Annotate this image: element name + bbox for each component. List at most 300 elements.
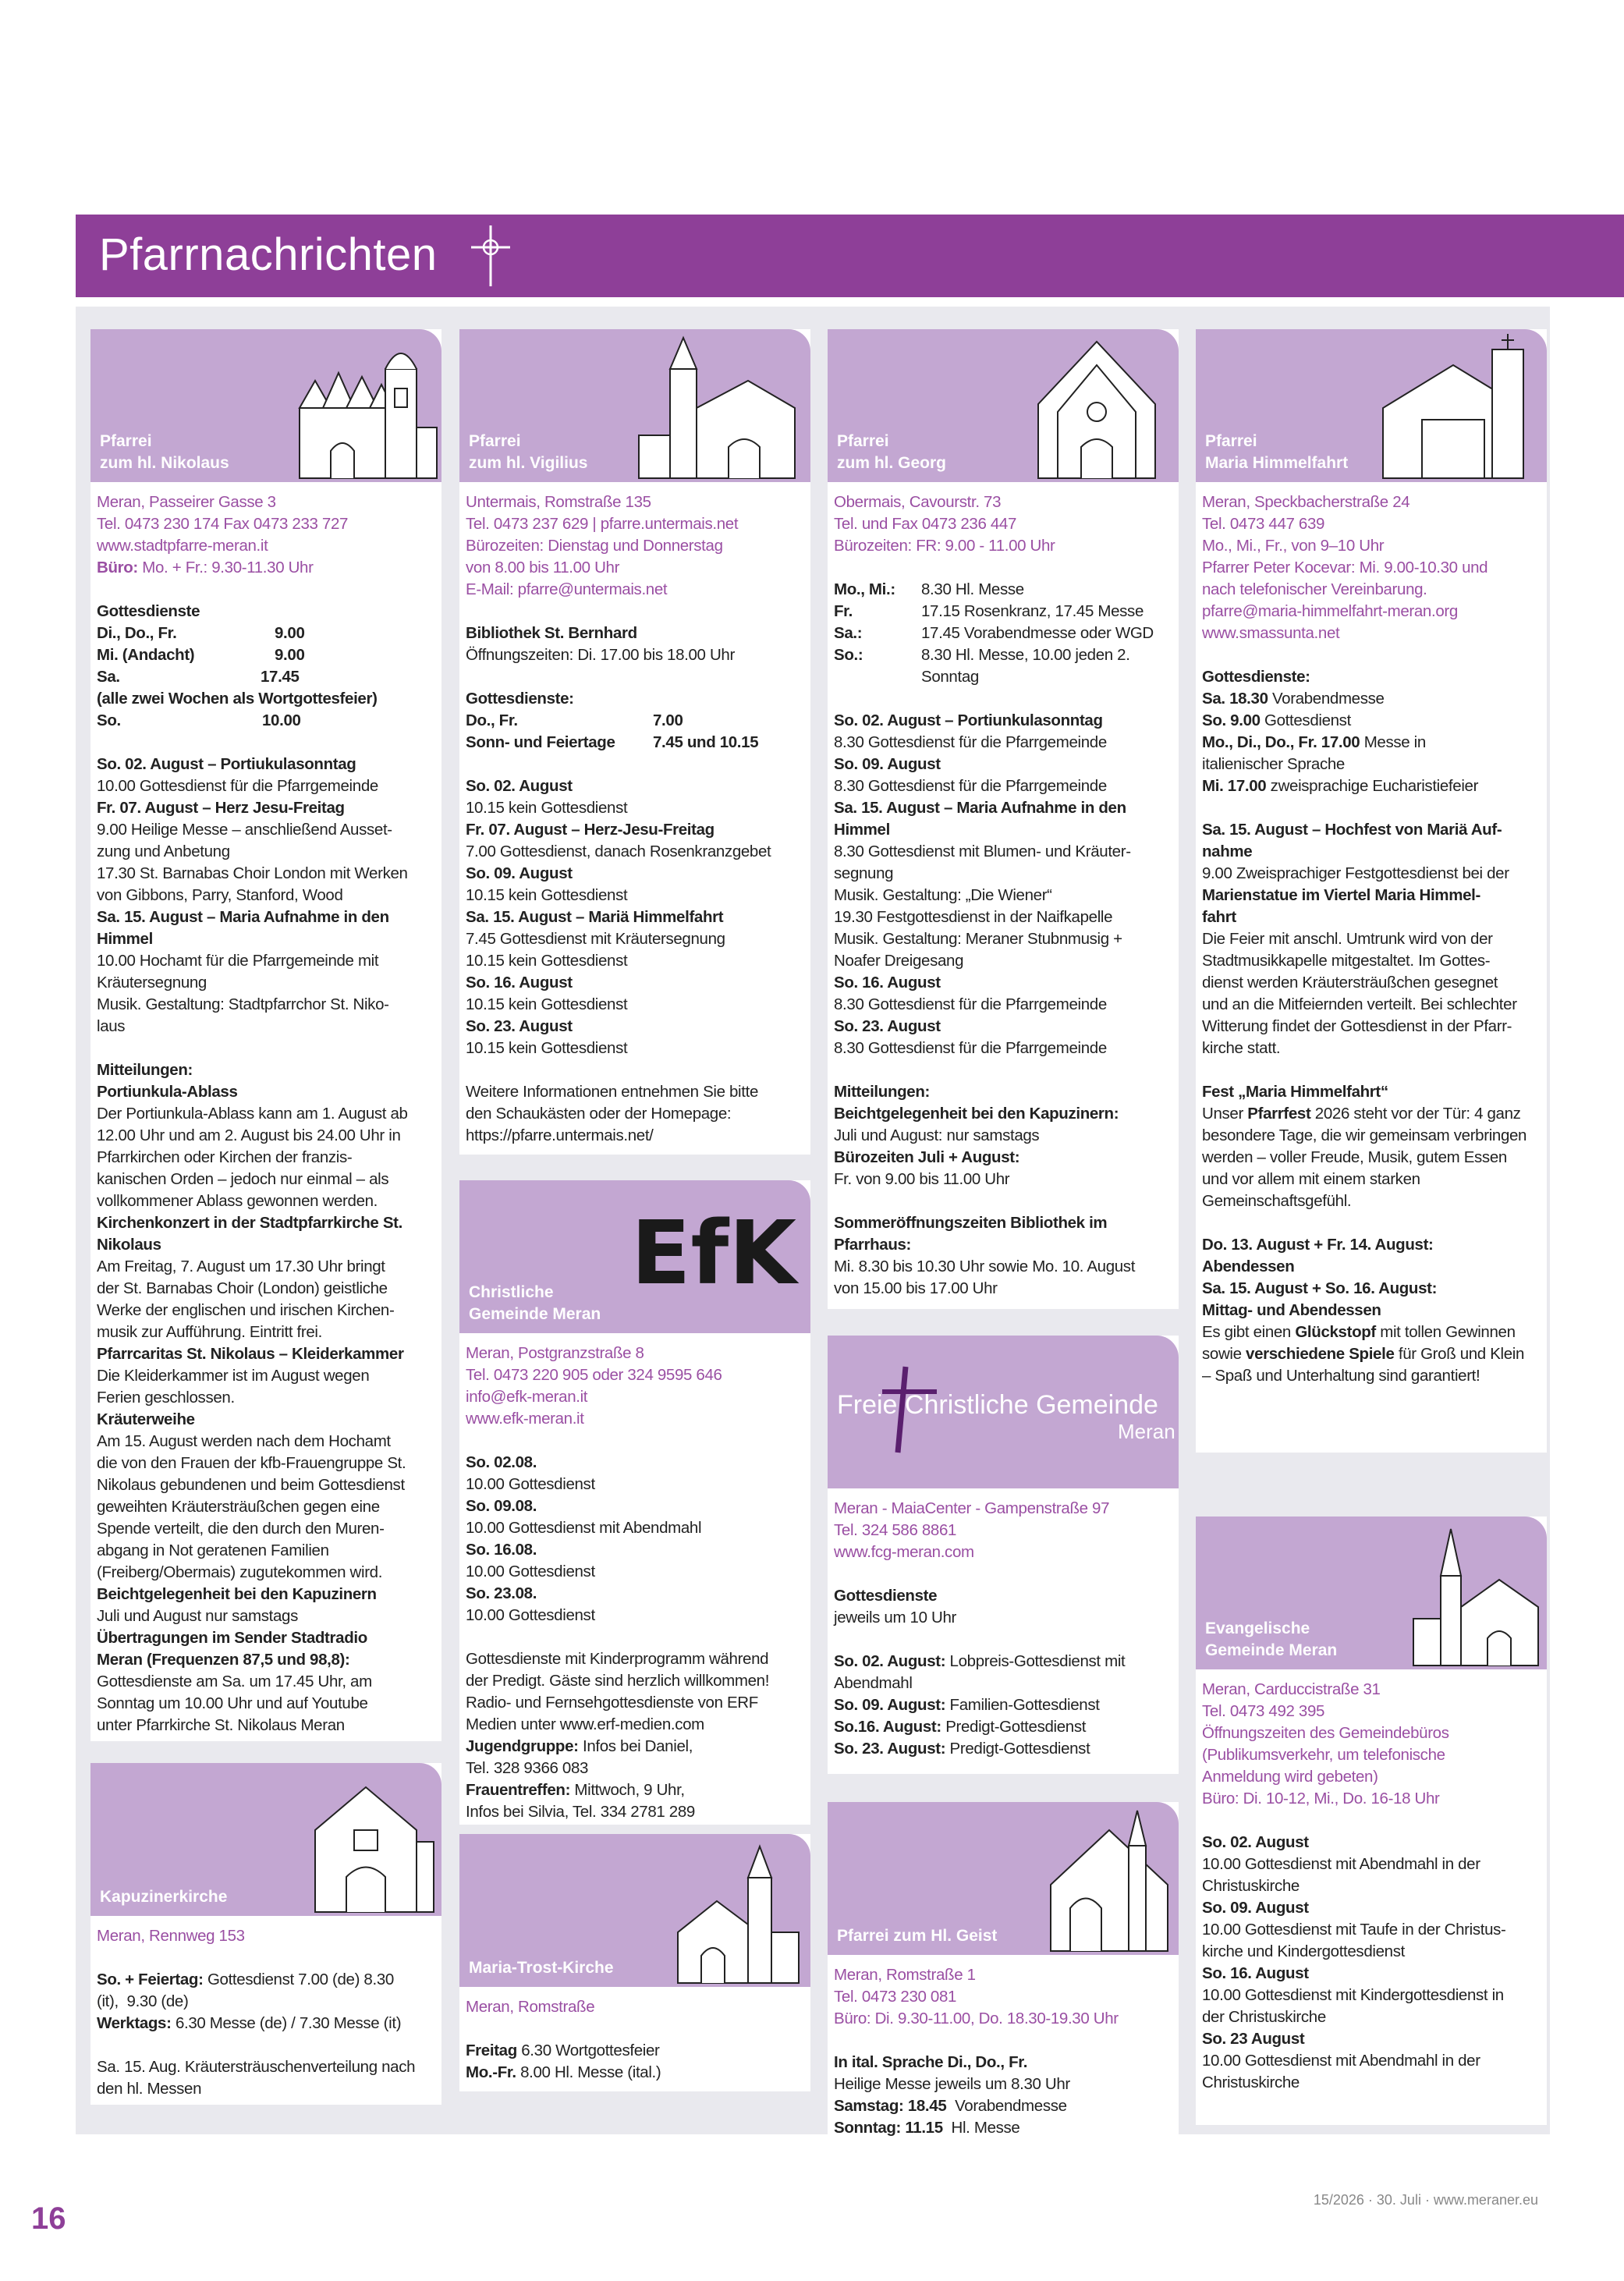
contact-info <box>1202 1679 1541 1810</box>
text-line <box>97 885 435 906</box>
text: Musik. Gestaltung: Meraner Stubnmusig + <box>834 930 1122 948</box>
text-line <box>466 1016 804 1038</box>
card-body <box>828 1488 1179 1760</box>
text: Gottesdienst 7.00 (de) 8.30 <box>203 1971 394 1988</box>
text: https://pfarre.untermais.net/ <box>466 1126 654 1144</box>
column-1 <box>90 329 441 2105</box>
text: 7.00 Gottesdienst, danach Rosenkranzgebet <box>466 843 771 860</box>
bold-label: Werktags: <box>97 2014 172 2032</box>
text: 10.15 kein Gottesdienst <box>466 995 628 1013</box>
text: Am 15. August werden nach dem Hochamt <box>97 1432 391 1450</box>
text: Vorabendmesse <box>1268 690 1385 708</box>
text-line <box>97 1343 435 1365</box>
text-line <box>97 1605 435 1627</box>
text-line <box>834 1738 1172 1760</box>
text: 10.00 Gottesdienst mit Abendmahl <box>466 1519 702 1537</box>
service-time: 9.00 <box>275 624 305 642</box>
office-hours: Bürozeiten: FR: 9.00 - 11.00 Uhr <box>834 537 1055 555</box>
text-line <box>97 775 435 797</box>
service-row <box>97 644 435 666</box>
card-body <box>90 1916 441 2100</box>
text: 10.00 Gottesdienst <box>466 1475 595 1493</box>
text: Mittwoch, 9 Uhr, <box>570 1781 685 1799</box>
text-line <box>466 2062 804 2084</box>
text: Witterung findet der Gottesdienst in der Pfarr- <box>1202 1017 1512 1035</box>
text: 10.15 kein Gottesdienst <box>466 952 628 970</box>
text-line <box>1202 1147 1541 1169</box>
bold-text: Beichtgelegenheit bei den Kapuzinern <box>97 1585 377 1603</box>
bold-label: nahme <box>1202 843 1253 860</box>
text: Christuskirche <box>1202 1877 1300 1895</box>
services-list <box>97 1969 435 2100</box>
text: Infos bei Daniel, <box>578 1737 693 1755</box>
text-line <box>466 1125 804 1147</box>
card-title <box>100 431 303 474</box>
text-line <box>97 754 435 775</box>
bold-text: Sa. 15. August – Maria Aufnahme in den <box>97 908 389 926</box>
text-line <box>1202 1038 1541 1059</box>
text-line <box>1202 1985 1541 2006</box>
column-2 <box>459 329 810 2091</box>
text: unter Pfarrkirche St. Nikolaus Meran <box>97 1716 345 1734</box>
text-line <box>1202 1234 1541 1256</box>
text: geweihten Kräutersträußchen gegen eine <box>97 1498 380 1516</box>
spacer <box>834 688 1172 710</box>
text-line <box>97 1627 435 1649</box>
card-pfarrei-maria-himmelfahrt <box>1196 329 1547 1453</box>
text: Musik. Gestaltung: „Die Wiener“ <box>834 886 1052 904</box>
text: Stadtmusikkapelle mitgestaltet. Im Gottes- <box>1202 952 1491 970</box>
pastor-info-note: nach telefonischer Vereinbarung. <box>1202 580 1427 598</box>
text-line <box>834 2052 1172 2073</box>
text-line <box>466 841 804 863</box>
card-kapuzinerkirche <box>90 1763 441 2105</box>
service-row <box>97 666 435 688</box>
website-link[interactable]: www.fcg-meran.com <box>834 1543 974 1561</box>
text: Ferien geschlossen. <box>97 1389 235 1407</box>
contact-info <box>466 1343 804 1430</box>
text: besondere Tage, die wir gemeinsam verbringen <box>1202 1126 1527 1144</box>
card-body <box>459 1333 810 1823</box>
phone: Tel. 0473 447 639 <box>1202 515 1325 533</box>
card-body <box>828 1955 1179 2139</box>
contact-info <box>466 1996 804 2018</box>
office-hours-note-2: Anmeldung wird gebeten) <box>1202 1768 1378 1786</box>
schedule-value: 8.30 Hl. Messe, 10.00 jeden 2. <box>921 646 1130 664</box>
text-line <box>466 1605 804 1626</box>
text: 8.30 Gottesdienst für die Pfarrgemeinde <box>834 1039 1107 1057</box>
efk-logo-text: EfK <box>631 1203 797 1304</box>
card-title-line-2: Gemeinde Meran <box>1205 1641 1338 1659</box>
text-line <box>834 1212 1172 1234</box>
spacer <box>1202 1810 1541 1832</box>
text-line <box>97 1365 435 1387</box>
office-hours-title: Öffnungszeiten des Gemeindebüros <box>1202 1724 1449 1742</box>
bold-label: So. 23. August: <box>834 1740 946 1758</box>
text-line <box>466 1583 804 1605</box>
text-line <box>97 1147 435 1169</box>
text-line <box>834 1673 1172 1694</box>
text-line <box>1202 950 1541 972</box>
text-line <box>97 1234 435 1256</box>
text: 10.00 Gottesdienst mit Abendmahl in der <box>1202 2052 1480 2070</box>
text-line <box>1202 1963 1541 1985</box>
text-line <box>97 1991 435 2013</box>
text-line <box>97 928 435 950</box>
text: Fr. von 9.00 bis 11.00 Uhr <box>834 1170 1010 1188</box>
text: Predigt-Gottesdienst <box>941 1718 1087 1736</box>
card-body <box>90 482 441 1736</box>
card-title-line-2: zum hl. Nikolaus <box>100 454 229 472</box>
office-hours <box>97 557 435 579</box>
text-line <box>466 1038 804 1059</box>
text-line <box>834 1716 1172 1738</box>
address: Meran, Romstraße <box>466 1998 595 2016</box>
text-line <box>834 1016 1172 1038</box>
text-line <box>466 994 804 1016</box>
schedule-day: Fr. <box>834 602 853 620</box>
text-line <box>466 1517 804 1539</box>
text-line <box>97 1190 435 1212</box>
text-line <box>834 797 1172 819</box>
card-title <box>837 431 1040 474</box>
text: mit tollen Gewinnen <box>1375 1323 1516 1341</box>
text-line <box>834 1147 1172 1169</box>
bold-label: fahrt <box>1202 908 1236 926</box>
services-list <box>1202 644 1541 1387</box>
address: Meran - MaiaCenter - Gampenstraße 97 <box>834 1499 1110 1517</box>
card-title-line-1: Pfarrei <box>469 432 521 450</box>
text-line <box>466 688 804 710</box>
bold-label: Sa. 15. August + So. 16. August: <box>1202 1279 1438 1297</box>
text: jeweils um 10 Uhr <box>834 1609 956 1626</box>
spacer <box>834 1629 1172 1651</box>
text: die von den Frauen der kfb-Frauengruppe St. <box>97 1454 406 1472</box>
email-link[interactable]: E-Mail: pfarre@untermais.net <box>466 580 668 598</box>
website-link[interactable]: www.stadtpfarre-meran.it <box>97 537 268 555</box>
text-line <box>466 819 804 841</box>
text-line <box>1202 994 1541 1016</box>
bold-label: Bürozeiten Juli + August: <box>834 1148 1020 1166</box>
text-line <box>834 1038 1172 1059</box>
bold-label: So. 09. August <box>1202 1899 1309 1917</box>
card-header <box>828 329 1179 482</box>
text: vollkommener Ablass gewonnen werden. <box>97 1192 378 1210</box>
card-title <box>469 1957 672 1979</box>
text-line <box>1202 1125 1541 1147</box>
text-line <box>466 1648 804 1670</box>
card-title-line-1: Christliche <box>469 1283 554 1301</box>
bold-label: So.16. August: <box>834 1718 941 1736</box>
time-value: 7.45 und 10.15 <box>653 733 759 751</box>
text-line <box>834 1607 1172 1629</box>
text-line <box>97 1059 435 1081</box>
service-day: Mi. (Andacht) <box>97 646 195 664</box>
bold-label: Sommeröffnungszeiten Bibliothek im <box>834 1214 1108 1232</box>
email-link[interactable]: pfarre@maria-himmelfahrt-meran.org <box>1202 602 1458 620</box>
bold-label: So. 02. August <box>1202 1833 1309 1851</box>
text-line <box>1202 972 1541 994</box>
text-line <box>466 972 804 994</box>
service-day: Sa. <box>97 668 120 686</box>
card-header <box>828 1336 1179 1488</box>
website-link[interactable]: www.smassunta.net <box>1202 624 1340 642</box>
page-footer: 15/2026 · 30. Juli · www.meraner.eu <box>1313 2192 1538 2208</box>
services-list <box>466 601 804 1147</box>
bold-label: Sa. 15. August – Hochfest von Mariä Auf- <box>1202 821 1502 839</box>
service-time: 9.00 <box>275 646 305 664</box>
spacer <box>834 2030 1172 2052</box>
card-body <box>1196 482 1547 1387</box>
phone: Tel. 0473 230 081 <box>834 1988 957 2006</box>
schedule-value: Sonntag <box>921 668 979 686</box>
text: dienst werden Kräutersträußchen gesegnet <box>1202 974 1498 992</box>
schedule-row <box>834 623 1172 644</box>
text-line <box>1202 2028 1541 2050</box>
column-4 <box>1196 329 1547 2125</box>
text: (it), 9.30 (de) <box>97 1992 189 2010</box>
services-list <box>466 2018 804 2084</box>
email-link[interactable]: info@efk-meran.it <box>466 1388 588 1406</box>
bold-label: So. 02.08. <box>466 1453 537 1471</box>
text: 10.00 Gottesdienst für die Pfarrgemeinde <box>97 777 378 795</box>
bold-label: So. 09. August <box>466 864 573 882</box>
phone: Tel. 0473 230 174 Fax 0473 233 727 <box>97 515 349 533</box>
text: Am Freitag, 7. August um 17.30 Uhr bringt <box>97 1258 385 1275</box>
text-line <box>1202 1897 1541 1919</box>
text-line <box>834 1234 1172 1256</box>
spacer <box>1202 797 1541 819</box>
church-nikolaus-illustration <box>292 334 441 482</box>
text: Die Kleiderkammer ist im August wegen <box>97 1367 370 1385</box>
card-evangelische-gemeinde <box>1196 1517 1547 2125</box>
text: Mi. 8.30 bis 10.30 Uhr sowie Mo. 10. August <box>834 1258 1136 1275</box>
text: für Groß und Klein <box>1394 1345 1525 1363</box>
text-line <box>97 906 435 928</box>
text-line <box>466 906 804 928</box>
schedule-value: 17.15 Rosenkranz, 17.45 Messe <box>921 602 1144 620</box>
spacer <box>834 1190 1172 1212</box>
bold-label: Marienstatue im Viertel Maria Himmel- <box>1202 886 1480 904</box>
text: 7.45 Gottesdienst mit Kräutersegnung <box>466 930 725 948</box>
text-line <box>97 1649 435 1671</box>
spacer <box>1202 1059 1541 1081</box>
text: Sonntag um 10.00 Uhr und auf Youtube <box>97 1694 368 1712</box>
text: Juli und August nur samstags <box>97 1607 298 1625</box>
bold-text: Nikolaus <box>97 1236 161 1254</box>
bold-label: So. 16. August <box>834 974 941 992</box>
text: Hl. Messe <box>942 2119 1020 2137</box>
text: Predigt-Gottesdienst <box>945 1740 1090 1758</box>
card-pfarrei-hl-geist <box>828 1802 1179 2137</box>
church-evangelische-illustration <box>1409 1521 1544 1669</box>
text: den Schaukästen oder der Homepage: <box>466 1105 732 1123</box>
card-title-line-1: Pfarrei <box>100 432 152 450</box>
text-line <box>834 972 1172 994</box>
card-title-line-1: Kapuzinerkirche <box>100 1888 228 1906</box>
text-line <box>97 2078 435 2100</box>
text: Gottesdienst <box>1260 711 1351 729</box>
card-title-line-1: Pfarrei zum Hl. Geist <box>837 1927 998 1945</box>
card-title-line-2: Maria Himmelfahrt <box>1205 454 1349 472</box>
fcg-logo <box>828 1336 1179 1488</box>
text-line <box>834 1125 1172 1147</box>
text-line <box>1202 732 1541 754</box>
text: 10.00 Gottesdienst mit Taufe in der Christus- <box>1202 1921 1506 1939</box>
bold-label: So. 02. August <box>466 777 573 795</box>
text-line <box>834 775 1172 797</box>
text-line <box>834 2117 1172 2139</box>
bold-text: Himmel <box>97 930 153 948</box>
text: segnung <box>834 864 894 882</box>
spacer <box>834 1563 1172 1585</box>
card-freie-christliche-gemeinde <box>828 1336 1179 1774</box>
service-row <box>97 623 435 644</box>
bold-label: Mo.-Fr. <box>466 2063 516 2081</box>
card-title-line-2: zum hl. Vigilius <box>469 454 588 472</box>
text-line <box>466 644 804 666</box>
text: und an die Mitfeiernden verteilt. Bei schlechter <box>1202 995 1517 1013</box>
text-line <box>1202 775 1541 797</box>
text-line <box>1202 928 1541 950</box>
text-line <box>1202 1256 1541 1278</box>
text: kirche statt. <box>1202 1039 1281 1057</box>
text: (Freiberg/Obermais) zugutekommen wird. <box>97 1563 383 1581</box>
text: abgang in Not geratenen Familien <box>97 1541 329 1559</box>
phone: Tel. 0473 220 905 oder 324 9595 646 <box>466 1366 722 1384</box>
bold-label: So. 16. August <box>466 974 573 992</box>
bold-label: Gottesdienste: <box>466 690 574 708</box>
bold-label: Sonn- und Feiertage <box>466 733 615 751</box>
text-line <box>1202 1832 1541 1854</box>
text-line <box>97 1671 435 1693</box>
services-title: Gottesdienste <box>97 602 200 620</box>
card-maria-trost-kirche <box>459 1834 810 2091</box>
card-pfarrei-nikolaus <box>90 329 441 1741</box>
spacer <box>466 1430 804 1452</box>
text-line <box>834 819 1172 841</box>
fcg-logo-name: Freie Christliche Gemeinde <box>837 1390 1158 1420</box>
text-line <box>97 972 435 994</box>
bold-label: So. 09. August: <box>834 1696 946 1714</box>
bold-label: Mitteilungen: <box>834 1083 930 1101</box>
pastor-info: Pfarrer Peter Kocevar: Mi. 9.00-10.30 und <box>1202 559 1488 576</box>
text-line <box>834 2095 1172 2117</box>
bold-label: So. 23.08. <box>466 1584 537 1602</box>
text-line <box>97 1387 435 1409</box>
text-line <box>97 1125 435 1147</box>
cross-icon <box>468 224 513 288</box>
card-header <box>1196 1517 1547 1669</box>
text: Der Portiunkula-Ablass kann am 1. August ab <box>97 1105 408 1123</box>
bold-label: So. 02. August – Portiunkulasonntag <box>834 711 1103 729</box>
spacer <box>466 1626 804 1648</box>
text-line <box>1202 710 1541 732</box>
maria-trost-illustration <box>670 1839 803 1987</box>
text-line <box>1202 1016 1541 1038</box>
text-line <box>466 1495 804 1517</box>
text-line <box>834 1081 1172 1103</box>
text: 19.30 Festgottesdienst in der Naifkapelle <box>834 908 1113 926</box>
text: werden – voller Freude, Musik, gutem Essen <box>1202 1148 1507 1166</box>
text-line <box>834 1256 1172 1278</box>
text-line <box>466 885 804 906</box>
text: 10.15 kein Gottesdienst <box>466 1039 628 1057</box>
text-line <box>1202 1875 1541 1897</box>
text: 10.00 Gottesdienst mit Kindergottesdienst in <box>1202 1986 1504 2004</box>
services-list <box>834 1563 1172 1760</box>
spacer <box>466 754 804 775</box>
bold-label: So. 02. August: <box>834 1652 946 1670</box>
schedule-row <box>834 666 1172 688</box>
address: Meran, Romstraße 1 <box>834 1966 976 1984</box>
address: Obermais, Cavourstr. 73 <box>834 493 1002 511</box>
text-line <box>1202 1190 1541 1212</box>
text-line <box>834 754 1172 775</box>
card-title <box>1205 431 1408 474</box>
bold-label: Mittag- und Abendessen <box>1202 1301 1381 1319</box>
text: 6.30 Wortgottesfeier <box>516 2042 660 2059</box>
bold-label: Sa. 15. August – Mariä Himmelfahrt <box>466 908 724 926</box>
spacer <box>466 2018 804 2040</box>
website-link[interactable]: www.efk-meran.it <box>466 1410 584 1428</box>
text-line <box>97 1453 435 1474</box>
office-hours: Bürozeiten: Dienstag und Donnerstag <box>466 537 723 555</box>
text-line <box>97 1715 435 1736</box>
text-line <box>834 1651 1172 1673</box>
services-list <box>466 1430 804 1823</box>
text-line <box>466 863 804 885</box>
text-line <box>97 994 435 1016</box>
bold-label: So. 23. August <box>834 1017 941 1035</box>
card-header <box>90 1763 441 1916</box>
spacer <box>97 2034 435 2056</box>
bold-highlight: verschiedene Spiele <box>1246 1345 1395 1363</box>
text: Kräutersegnung <box>97 974 207 992</box>
text-line <box>1202 819 1541 841</box>
bold-label: Bibliothek St. Bernhard <box>466 624 637 642</box>
text: den hl. Messen <box>97 2080 202 2098</box>
text-line <box>1202 1278 1541 1300</box>
text-line <box>1202 1941 1541 1963</box>
address: Meran, Carduccistraße 31 <box>1202 1680 1381 1698</box>
text-line <box>1202 1919 1541 1941</box>
text: kirche und Kindergottesdienst <box>1202 1942 1405 1960</box>
card-christliche-gemeinde <box>459 1180 810 1825</box>
text-line <box>834 1694 1172 1716</box>
text: Werke der englischen und irischen Kirchen- <box>97 1301 395 1319</box>
text-line <box>834 1585 1172 1607</box>
address: Meran, Postgranzstraße 8 <box>466 1344 644 1362</box>
spacer <box>466 666 804 688</box>
bold-label: Himmel <box>834 821 890 839</box>
text-line <box>466 1081 804 1103</box>
schedule-value: 8.30 Hl. Messe <box>921 580 1024 598</box>
phone: Tel. 324 586 8861 <box>834 1521 957 1539</box>
card-title-line-2: Gemeinde Meran <box>469 1305 601 1323</box>
text: sowie <box>1202 1345 1246 1363</box>
section-title: Pfarrnachrichten <box>99 229 438 280</box>
office-hours-time: von 8.00 bis 11.00 Uhr <box>466 559 620 576</box>
text: Tel. 328 9366 083 <box>466 1759 589 1777</box>
card-header <box>90 329 441 482</box>
contact-info <box>834 491 1172 557</box>
text: Noafer Dreigesang <box>834 952 964 970</box>
text-line <box>466 1561 804 1583</box>
address: Meran, Speckbacherstraße 24 <box>1202 493 1410 511</box>
text: Spende verteilt, die den durch den Muren- <box>97 1520 385 1538</box>
text: Nikolaus gebundenen und beim Gottesdienst <box>97 1476 405 1494</box>
